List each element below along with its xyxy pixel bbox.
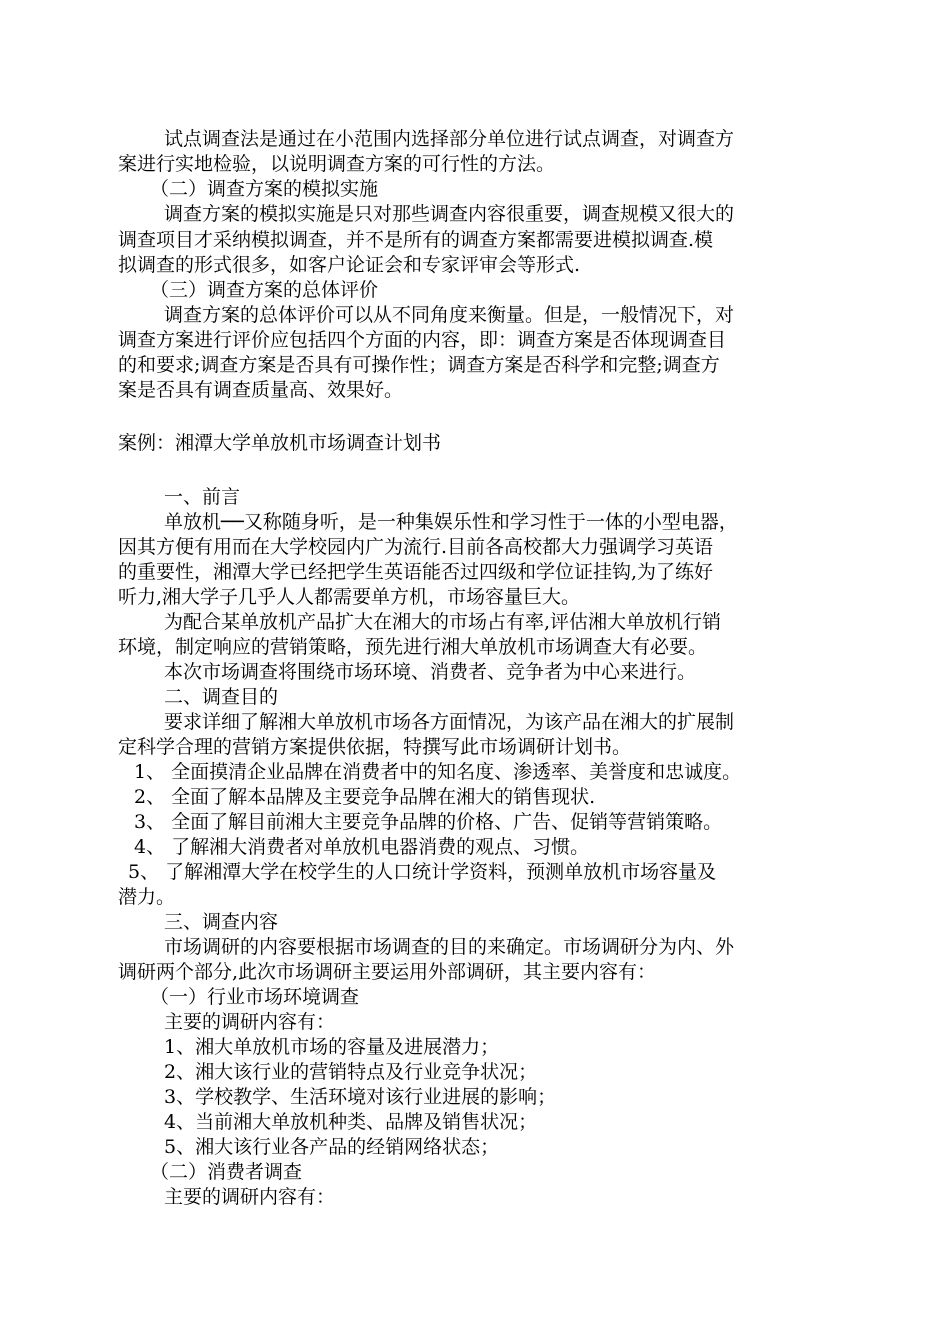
paragraph-line: 主要的调研内容有： — [164, 1011, 336, 1033]
section-heading: 三、调查内容 — [164, 911, 279, 933]
list-item: 4、 了解湘大消费者对单放机电器消费的观点、习惯。 — [134, 836, 590, 858]
paragraph-line: 环境，制定响应的营销策略，预先进行湘大单放机市场调查大有必要。 — [118, 636, 708, 658]
paragraph-line: 定科学合理的营销方案提供依据，特撰写此市场调研计划书。 — [118, 736, 632, 758]
list-item: 1、湘大单放机市场的容量及进展潜力； — [164, 1036, 500, 1058]
paragraph-line: 因其方便有用而在大学校园内广为流行.目前各高校都大力强调学习英语 — [118, 536, 714, 558]
paragraph-line: 为配合某单放机产品扩大在湘大的市场占有率,评估湘大单放机行销 — [164, 611, 722, 633]
paragraph-line: 试点调查法是通过在小范围内选择部分单位进行试点调查，对调查方 — [164, 128, 735, 150]
paragraph-line: 调查方案的模拟实施是只对那些调查内容很重要，调查规模又很大的 — [164, 203, 735, 225]
paragraph-line: 调查方案进行评价应包括四个方面的内容，即：调查方案是否体现调查目 — [118, 329, 727, 351]
paragraph-line: 听力,湘大学子几乎人人都需要单方机，市场容量巨大。 — [118, 586, 581, 608]
paragraph-line: 调查方案的总体评价可以从不同角度来衡量。但是，一般情况下，对 — [164, 304, 735, 326]
paragraph-line: 案是否具有调查质量高、效果好。 — [118, 379, 404, 401]
list-item: 5、湘大该行业各产品的经销网络状态； — [164, 1136, 500, 1158]
paragraph-line: 拟调查的形式很多，如客户论证会和专家评审会等形式. — [118, 254, 581, 276]
list-item: 2、湘大该行业的营销特点及行业竞争状况； — [164, 1061, 538, 1083]
paragraph-line: 的和要求;调查方案是否具有可操作性；调查方案是否科学和完整;调查方 — [118, 354, 720, 376]
list-item-continuation: 潜力。 — [118, 886, 176, 908]
list-item: 3、学校教学、生活环境对该行业进展的影响； — [164, 1086, 557, 1108]
case-title: 案例：湘潭大学单放机市场调查计划书 — [118, 432, 442, 454]
list-item: 4、当前湘大单放机种类、品牌及销售状况； — [164, 1111, 538, 1133]
subheading: （三）调查方案的总体评价 — [150, 279, 379, 301]
paragraph-line: 案进行实地检验，以说明调查方案的可行性的方法。 — [118, 153, 556, 175]
paragraph-line: 本次市场调查将围绕市场环境、消费者、竞争者为中心来进行。 — [164, 661, 697, 683]
subheading: （二）消费者调查 — [150, 1161, 303, 1183]
paragraph-line: 市场调研的内容要根据市场调查的目的来确定。市场调研分为内、外 — [164, 936, 735, 958]
paragraph-line: 调研两个部分,此次市场调研主要运用外部调研，其主要内容有： — [118, 961, 657, 983]
paragraph-line: 单放机──又称随身听，是一种集娱乐性和学习性于一体的小型电器， — [164, 511, 738, 533]
list-item: 5、 了解湘潭大学在校学生的人口统计学资料，预测单放机市场容量及 — [128, 861, 717, 883]
list-item: 3、 全面了解目前湘大主要竞争品牌的价格、广告、促销等营销策略。 — [134, 811, 723, 833]
subheading: （一）行业市场环境调查 — [150, 986, 360, 1008]
paragraph-line: 要求详细了解湘大单放机市场各方面情况，为该产品在湘大的扩展制 — [164, 711, 735, 733]
list-item: 1、 全面摸清企业品牌在消费者中的知名度、渗透率、美誉度和忠诚度。 — [134, 761, 742, 783]
subheading: （二）调查方案的模拟实施 — [150, 178, 379, 200]
paragraph-line: 的重要性，湘潭大学已经把学生英语能否过四级和学位证挂钩,为了练好 — [118, 561, 714, 583]
paragraph-line: 主要的调研内容有： — [164, 1186, 336, 1208]
paragraph-line: 调查项目才采纳模拟调查，并不是所有的调查方案都需要进模拟调查.模 — [118, 229, 714, 251]
section-heading: 二、调查目的 — [164, 686, 279, 708]
list-item: 2、 全面了解本品牌及主要竞争品牌在湘大的销售现状. — [134, 786, 596, 808]
section-heading: 一、前言 — [164, 486, 241, 508]
